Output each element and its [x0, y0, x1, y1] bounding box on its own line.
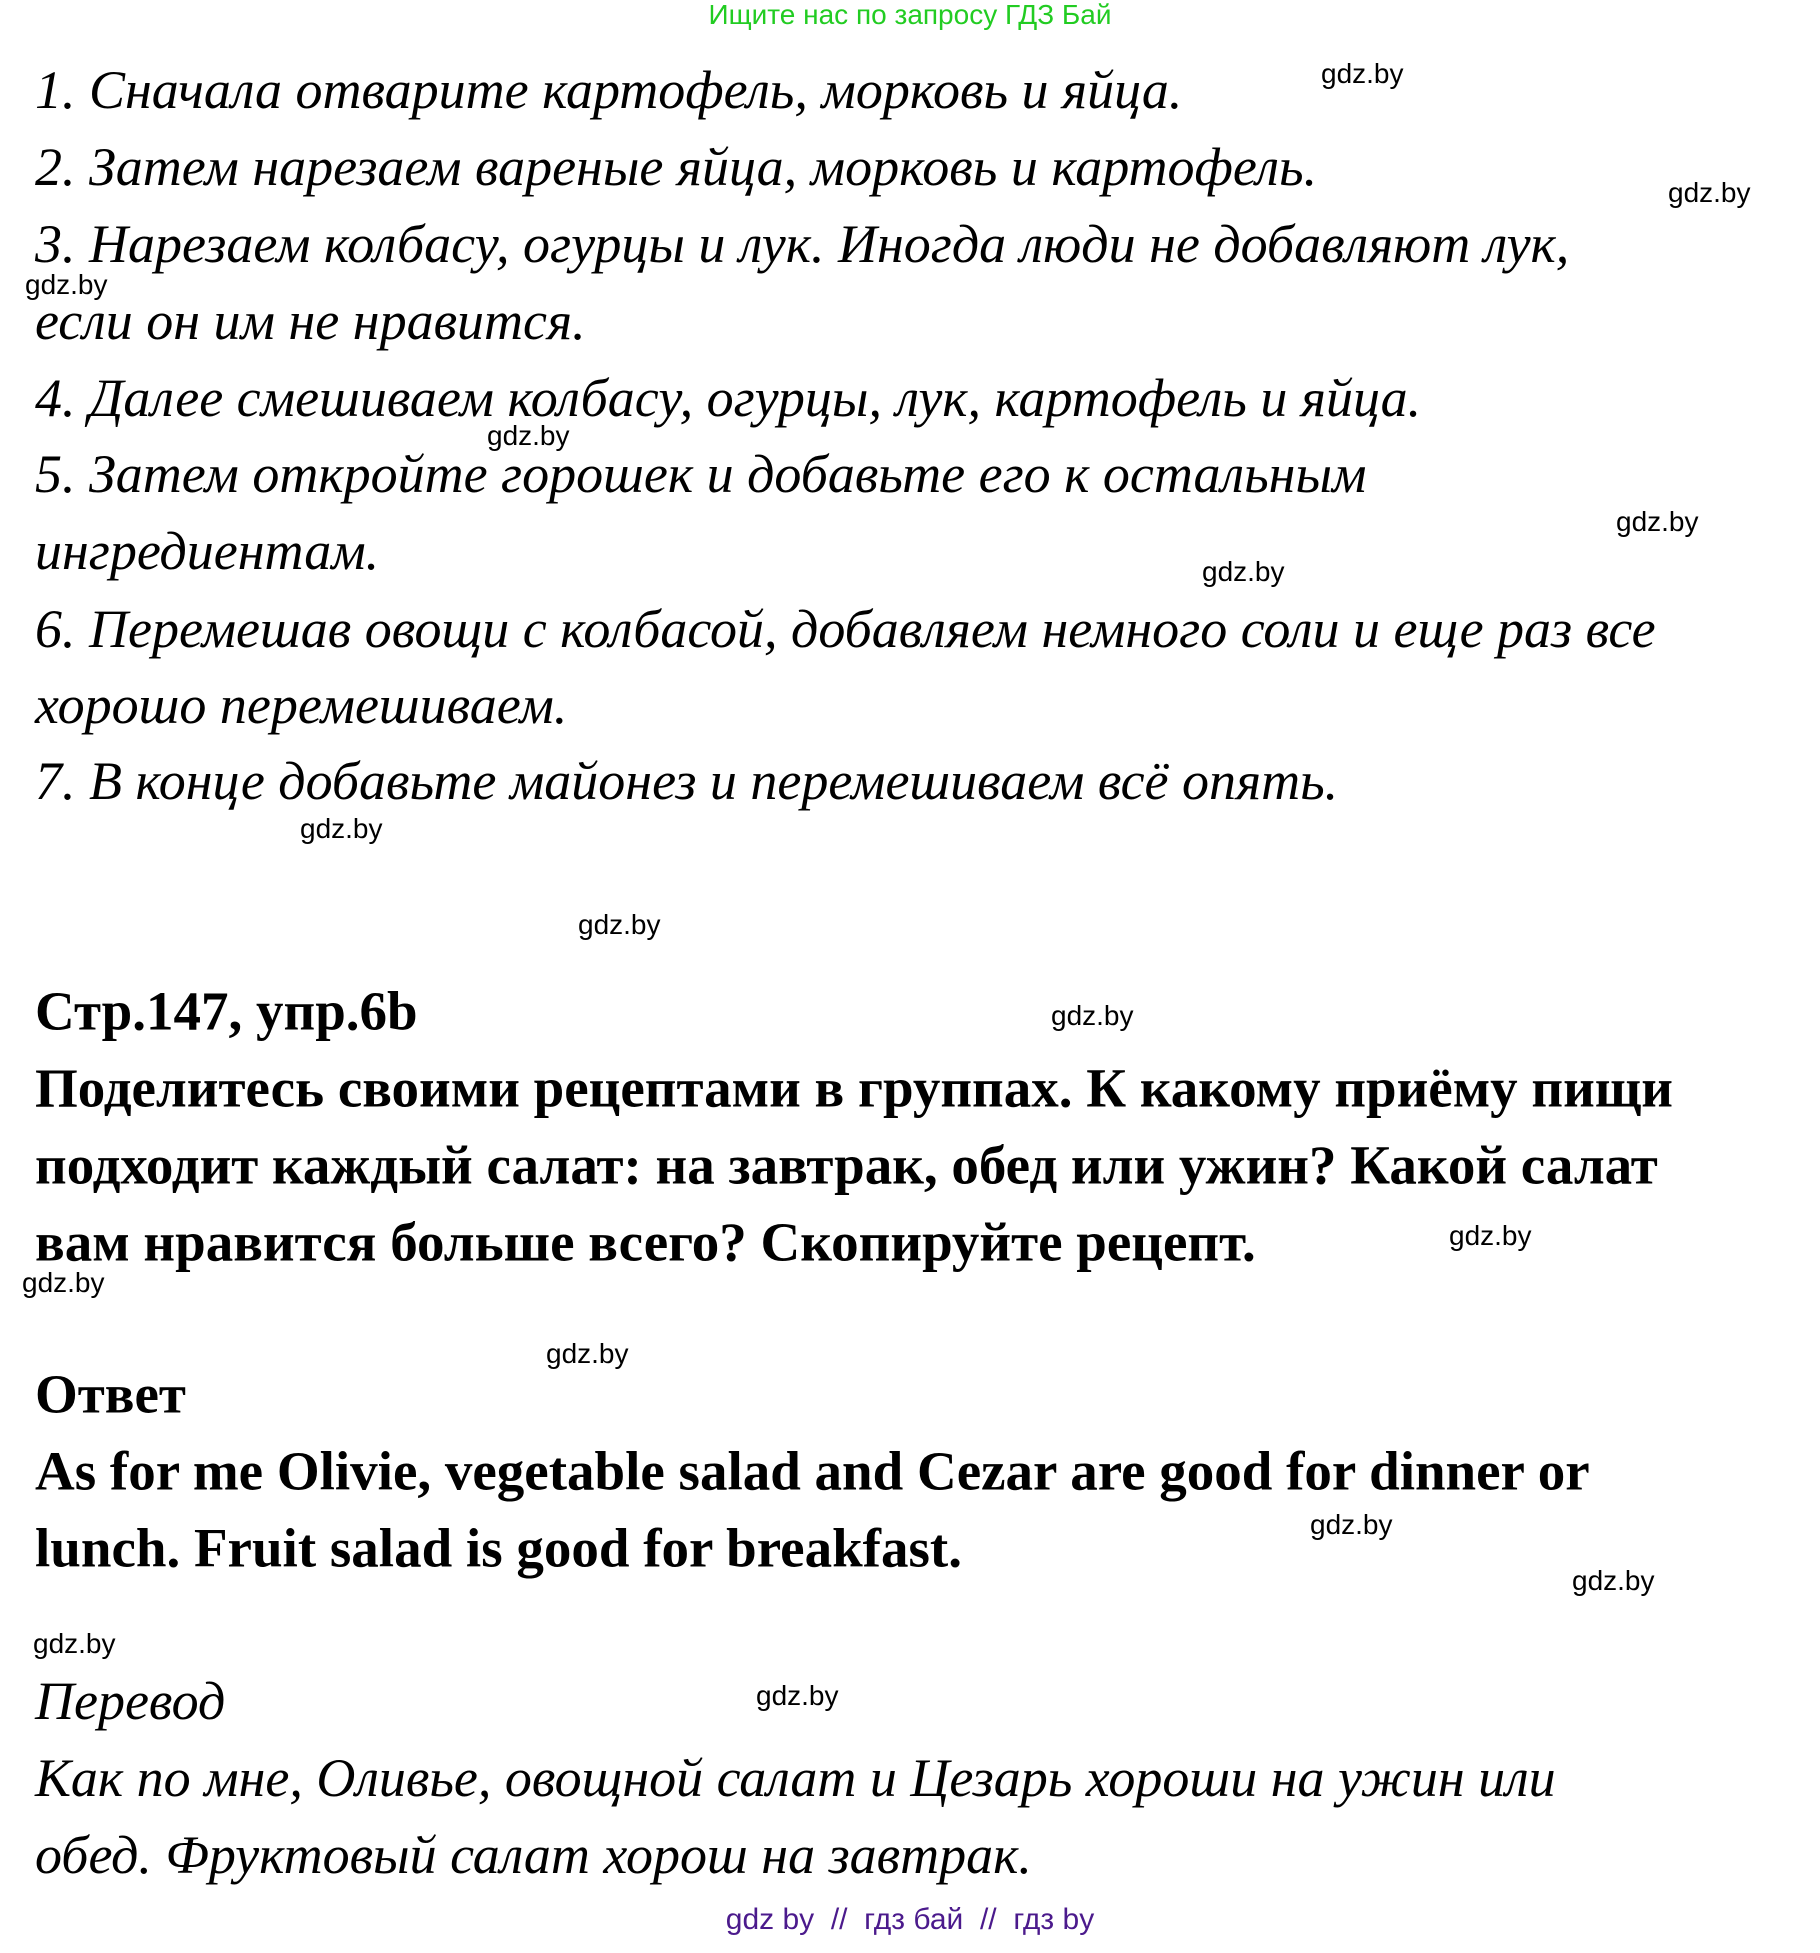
footer-links: gdz by // гдз бай // гдз by — [725, 1903, 1095, 1936]
translation-line: Как по мне, Оливье, овощной салат и Цезарь хороши на ужин или — [35, 1748, 1556, 1808]
search-hint-header: Ищите нас по запросу ГДЗ Бай — [708, 0, 1112, 30]
step-line: 4. Далее смешиваем колбасу, огурцы, лук, картофель и яйца. — [35, 368, 1422, 428]
translation-heading: Перевод — [35, 1671, 226, 1731]
watermark: gdz.by — [1321, 58, 1404, 89]
step-line: 3. Нарезаем колбасу, огурцы и лук. Иногда люди не добавляют лук, — [35, 214, 1570, 274]
step-line: ингредиентам. — [35, 521, 380, 581]
exercise-task-line: вам нравится больше всего? Скопируйте рецепт. — [35, 1211, 1256, 1273]
watermark: gdz.by — [1572, 1565, 1655, 1596]
translation-line: обед. Фруктовый салат хорош на завтрак. — [35, 1825, 1032, 1885]
exercise-task-line: подходит каждый салат: на завтрак, обед или ужин? Какой салат — [35, 1134, 1658, 1196]
answer-line: lunch. Fruit salad is good for breakfast. — [35, 1517, 962, 1579]
watermark: gdz.by — [1051, 1000, 1134, 1031]
watermark: gdz.by — [33, 1628, 116, 1659]
step-line: 2. Затем нарезаем вареные яйца, морковь и картофель. — [35, 137, 1318, 197]
step-line: 1. Сначала отварите картофель, морковь и яйца. — [35, 60, 1183, 120]
step-line: 5. Затем откройте горошек и добавьте его к остальным — [35, 444, 1367, 504]
watermark: gdz.by — [1668, 177, 1751, 208]
step-line: хорошо перемешиваем. — [35, 675, 568, 735]
watermark: gdz.by — [487, 420, 570, 451]
step-line: если он им не нравится. — [35, 291, 586, 351]
watermark: gdz.by — [546, 1338, 629, 1369]
step-line: 6. Перемешав овощи с колбасой, добавляем немного соли и еще раз все — [35, 599, 1656, 659]
watermark: gdz.by — [1449, 1220, 1532, 1251]
watermark: gdz.by — [578, 909, 661, 940]
exercise-title: Стр.147, упр.6b — [35, 980, 418, 1042]
watermark: gdz.by — [1310, 1509, 1393, 1540]
watermark: gdz.by — [756, 1680, 839, 1711]
watermark: gdz.by — [300, 813, 383, 844]
watermark: gdz.by — [1202, 556, 1285, 587]
watermark: gdz.by — [22, 1267, 105, 1298]
answer-heading: Ответ — [35, 1363, 186, 1425]
step-line: 7. В конце добавьте майонез и перемешиваем всё опять. — [35, 751, 1339, 811]
exercise-task-line: Поделитесь своими рецептами в группах. К какому приёму пищи — [35, 1057, 1673, 1119]
answer-line: As for me Olivie, vegetable salad and Cezar are good for dinner or — [35, 1440, 1590, 1502]
watermark: gdz.by — [1616, 506, 1699, 537]
watermark: gdz.by — [25, 269, 108, 300]
